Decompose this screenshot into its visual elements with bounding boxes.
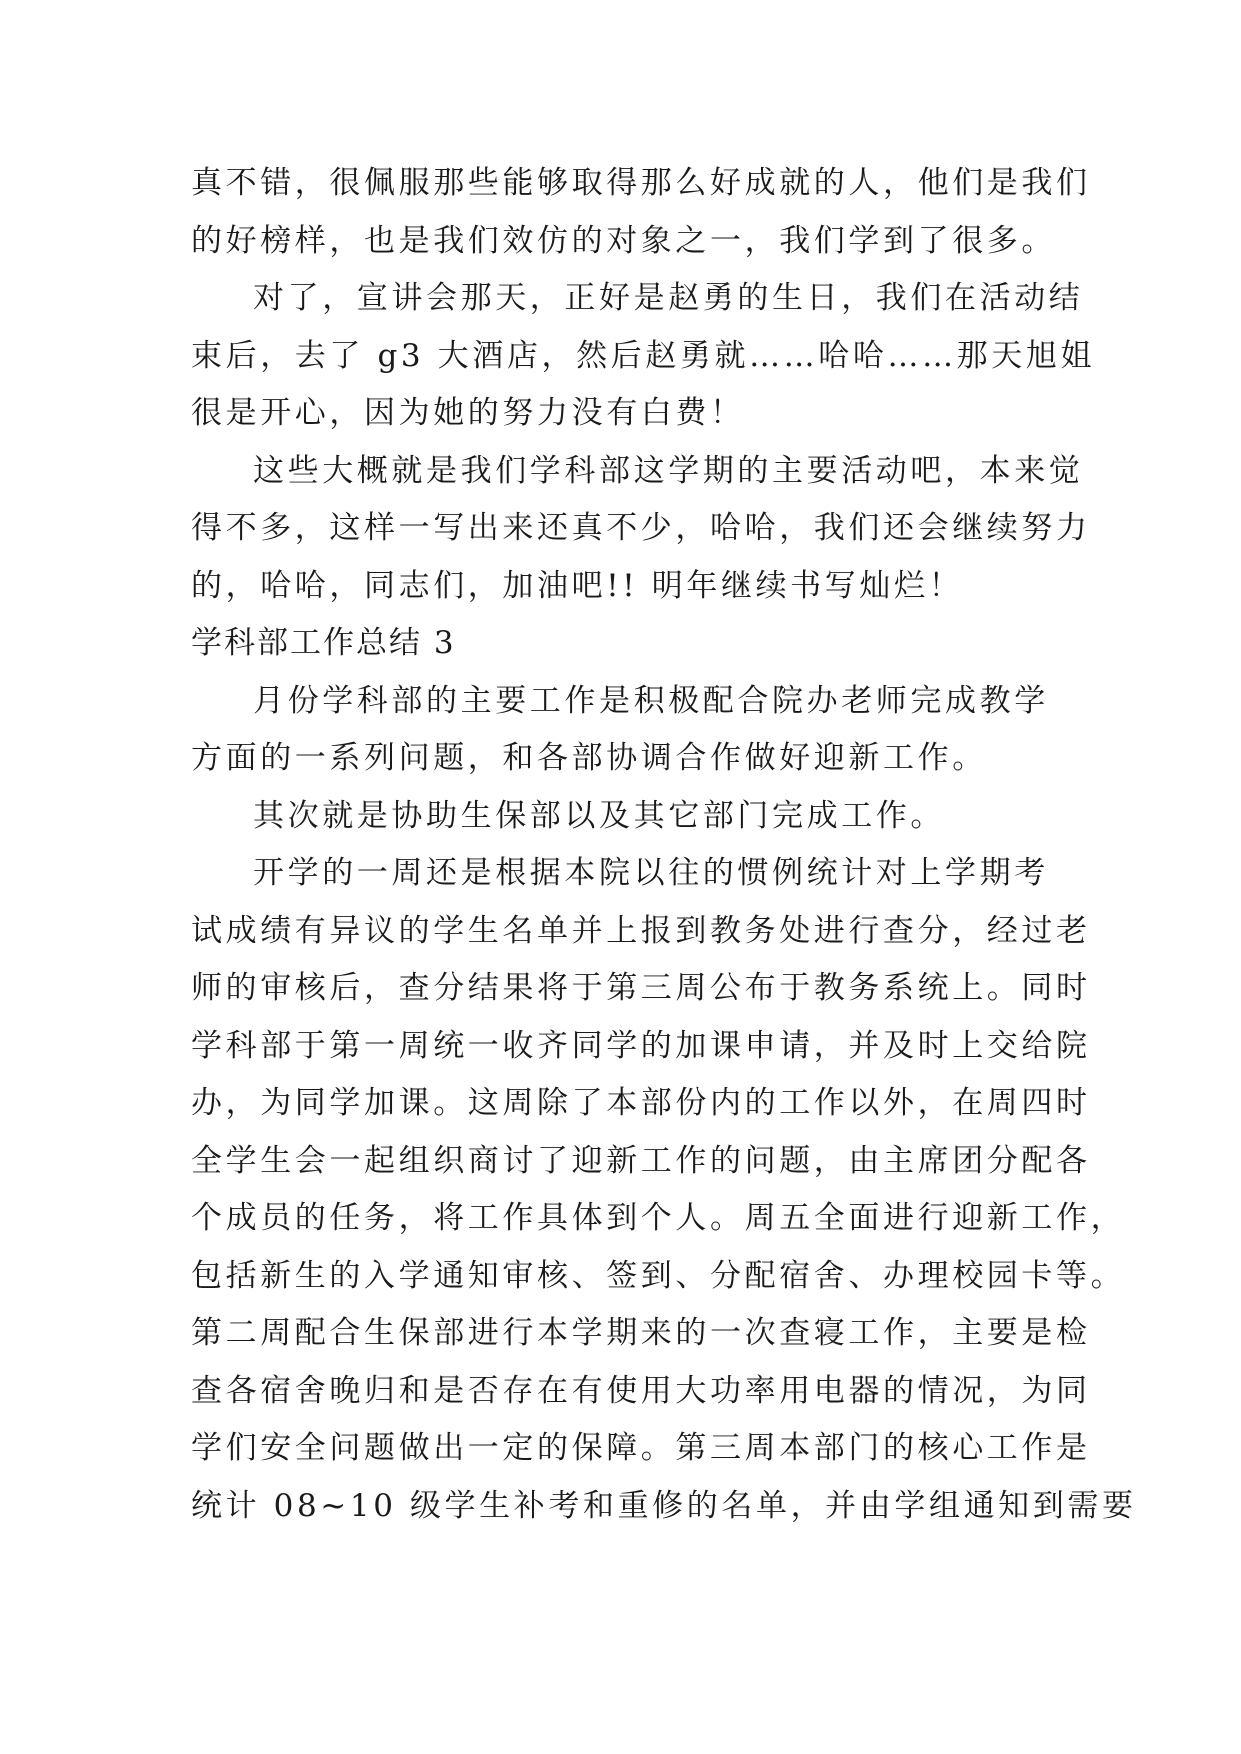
paragraph-3 xyxy=(191,443,1091,616)
paragraph-2 xyxy=(191,270,1096,443)
paragraph-1 xyxy=(191,155,1091,270)
text-line: 很是开心，因为她的努力没有白费！ xyxy=(191,395,745,431)
text-line: 个成员的任务，将工作具体到个人。周五全面进行迎新工作， xyxy=(191,1200,1126,1236)
document-body xyxy=(191,155,1137,1535)
text-line: 全学生会一起组织商讨了迎新工作的问题，由主席团分配各 xyxy=(191,1142,1091,1179)
text-line: 的好榜样，也是我们效仿的对象之一，我们学到了很多。 xyxy=(191,222,1056,259)
heading-text: 学科部工作总结 3 xyxy=(191,625,456,661)
text-line: 月份学科部的主要工作是积极配合院办老师完成教学 xyxy=(253,682,1049,719)
text-line: 学科部于第一周统一收齐同学的加课申请，并及时上交给院 xyxy=(191,1027,1091,1064)
text-line: 师的审核后，查分结果将于第三周公布于教务系统上。同时 xyxy=(191,970,1091,1006)
text-line: 包括新生的入学通知审核、签到、分配宿舍、办理校园卡等。 xyxy=(191,1257,1126,1294)
text-line: 试成绩有异议的学生名单并上报到教务处进行查分，经过老 xyxy=(191,912,1091,949)
text-line: 统计 08~10 级学生补考和重修的名单，并由学组通知到需要 xyxy=(191,1487,1137,1524)
text-line: 真不错，很佩服那些能够取得那么好成就的人，他们是我们 xyxy=(191,165,1091,201)
text-line: 其次就是协助生保部以及其它部门完成工作。 xyxy=(253,797,945,834)
text-line: 这些大概就是我们学科部这学期的主要活动吧，本来觉 xyxy=(253,452,1084,489)
text-line: 查各宿舍晚归和是否存在有使用大功率用电器的情况，为同 xyxy=(191,1372,1091,1409)
text-line: 学们安全问题做出一定的保障。第三周本部门的核心工作是 xyxy=(191,1430,1091,1466)
section-heading xyxy=(191,615,1053,673)
text-line: 的，哈哈，同志们，加油吧!! 明年继续书写灿烂！ xyxy=(191,567,964,604)
text-line: 开学的一周还是根据本院以往的惯例统计对上学期考 xyxy=(253,855,1049,891)
text-line: 方面的一系列问题，和各部协调合作做好迎新工作。 xyxy=(191,740,987,776)
text-line: 束后，去了 g3 大酒店，然后赵勇就……哈哈……那天旭姐 xyxy=(191,337,1096,374)
text-line: 第二周配合生保部进行本学期来的一次查寝工作，主要是检 xyxy=(191,1315,1091,1351)
paragraph-5 xyxy=(191,788,1053,846)
text-line: 办，为同学加课。这周除了本部份内的工作以外，在周四时 xyxy=(191,1085,1091,1121)
paragraph-4 xyxy=(191,673,1053,788)
text-line: 得不多，这样一写出来还真不少，哈哈，我们还会继续努力 xyxy=(191,510,1091,546)
text-line: 对了，宣讲会那天，正好是赵勇的生日，我们在活动结 xyxy=(253,280,1084,316)
paragraph-6 xyxy=(191,845,1137,1535)
